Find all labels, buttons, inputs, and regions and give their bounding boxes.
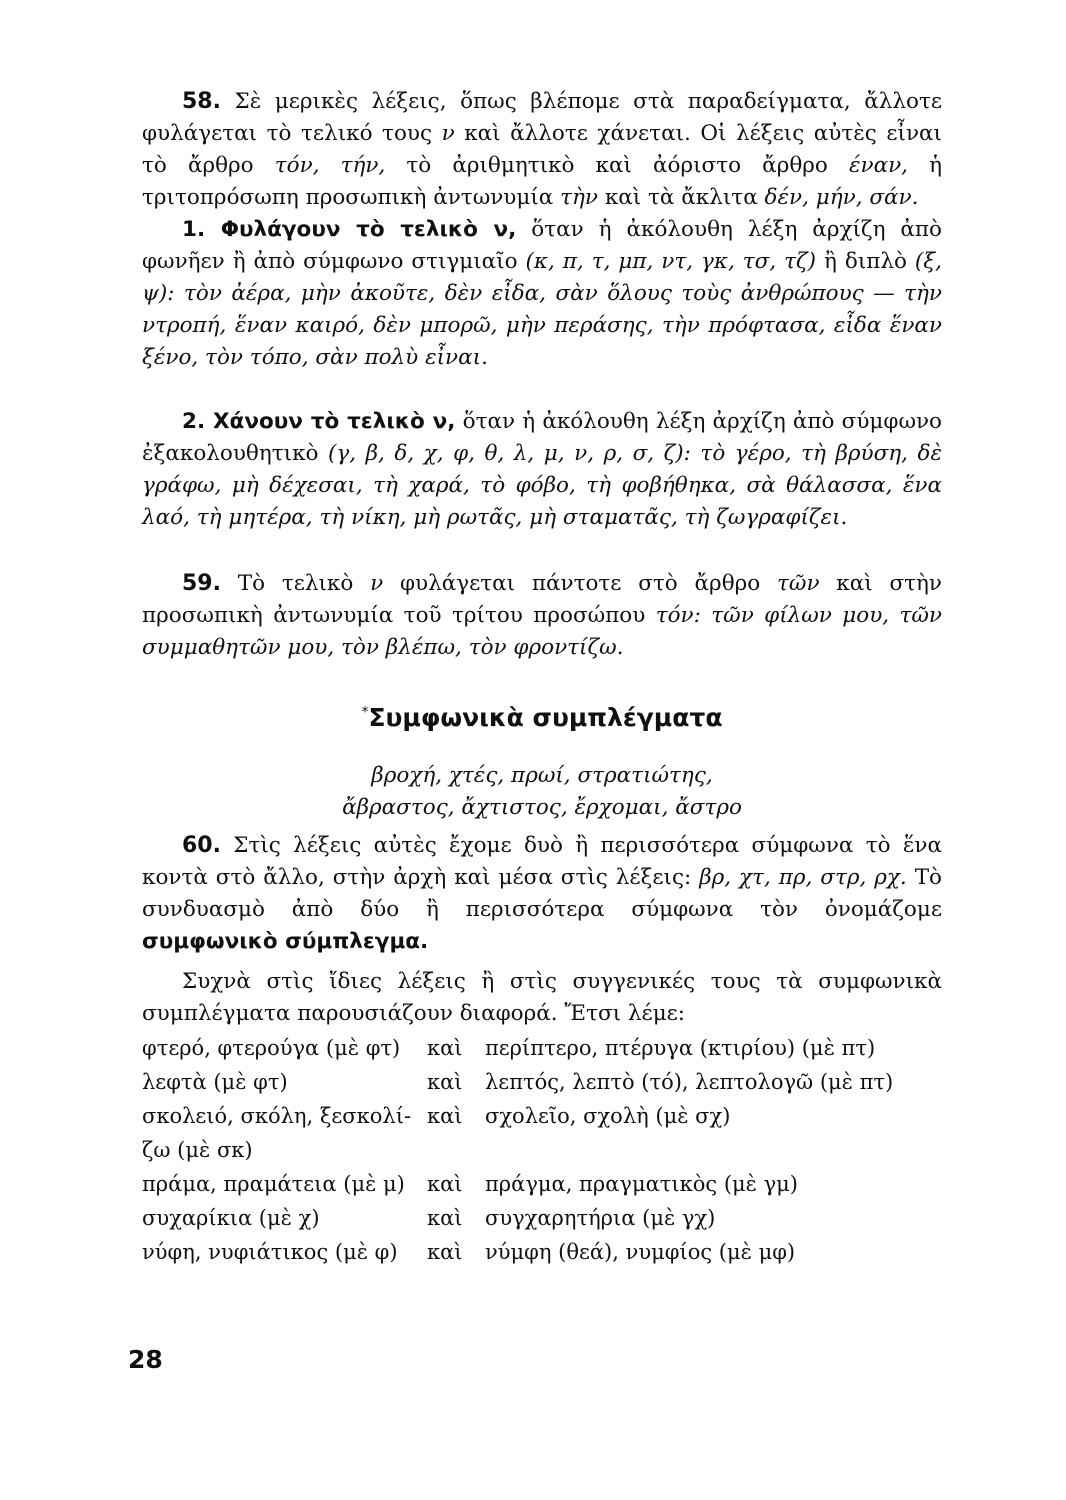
right-cell: συγχαρητήρια (μὲ γχ) [485,1206,716,1230]
body-text: ἢ διπλὸ [816,249,915,274]
rule-1-paragraph [142,214,942,374]
left-cell: ζω (μὲ σκ) [142,1138,253,1162]
body-text: Στὶς λέξεις αὐτὲς ἔχομε δυὸ ἢ περισσότερα σύμφωνα τὸ ἕνα κοντὰ στὸ ἄλλο, στὴν ἀρχὴ καὶ μέσα στὶς λέξεις: [142,833,942,890]
body-text: Τὸ τελικὸ [220,571,371,596]
section-60-paragraph-2 [142,966,942,1030]
right-cell: πράγμα, πραγματικὸς (μὲ γμ) [485,1172,799,1196]
body-text: ν [441,121,455,146]
body-text: τῶν [777,571,820,596]
body-text: τὴν [560,185,598,210]
body-text: τὸ ἀριθμητικὸ καὶ ἀόριστο ἄρθρο [385,153,849,178]
table-row [142,1138,942,1172]
body-text: έναν, [848,153,908,178]
kai-cell: καὶ [427,1070,463,1094]
body-text: ἡ τριτοπρόσωπη προσωπικὴ ἀντωνυμία [142,153,942,210]
body-text: ν [370,571,384,596]
right-cell: περίπτερο, πτέρυγα (κτιρίου) (μὲ πτ) [485,1036,876,1060]
left-cell: πράμα, πραμάτεια (μὲ μ) [142,1172,405,1196]
body-text: Τὸ συνδυασμὸ ἀπὸ δύο ἢ περισσότερα σύμφωνα τὸν ὀνομάζομε [142,865,942,922]
rule-label: 2. Χάνουν τὸ τελικὸ ν, [182,409,456,434]
section-59-paragraph [142,568,942,664]
section-heading [142,703,942,732]
right-cell: σχολεῖο, σχολὴ (μὲ σχ) [485,1104,731,1128]
left-cell: φτερό, φτερούγα (μὲ φτ) [142,1036,401,1060]
example-text: τῶν φίλων μου, τῶν συμμαθητῶν μου, τὸν βλέπω, τὸν φροντίζω. [142,603,942,660]
asterisk: * [361,704,369,721]
section-number: 59. [182,571,221,596]
body-text: (κ, π, τ, μπ, ντ, γκ, τσ, τζ) [525,249,817,274]
body-text: (ξ, ψ): [142,249,942,306]
example-words [142,760,942,824]
heading-title: Συμφωνικὰ συμπλέγματα [368,703,723,732]
right-cell [485,1138,942,1172]
term: συμφωνικὸ σύμπλεγμα. [142,929,429,954]
body-text: (γ, β, δ, χ, φ, θ, λ, μ, ν, ρ, σ, ζ): [327,441,691,466]
body-text: Σὲ μερικὲς λέξεις, ὅπως βλέπομε στὰ παραδείγματα, ἄλλοτε φυλάγεται τὸ τελικό τους [142,89,942,146]
rule-2-paragraph [142,406,942,534]
kai-cell: καὶ [427,1240,463,1264]
body-text: δέν, μήν, σάν. [764,185,919,210]
section-58-paragraph [142,86,942,214]
table-row [142,1240,942,1274]
body-text: βρ, χτ, πρ, στρ, ρχ. [699,865,907,890]
word-pairs-table [142,1036,942,1274]
body-text: ὅταν ἡ ἀκόλουθη λέξη ἀρχίζη ἀπὸ σύμφωνο ἐξακολουθητικὸ [142,409,942,466]
section-number: 58. [182,89,221,114]
example-text: τὸν ἀέρα, μὴν ἀκοῦτε, δὲν εἶδα, σὰν ὅλους τοὺς ἀνθρώπους — τὴν ντροπή, ἕναν καιρό, δὲν μπορῶ, μὴν περάσης, τὴν πρόφτασα, εἶδα ἕναν ξένο, τὸν τόπο, σὰν πολὺ εἶναι. [142,281,942,370]
table-row [142,1172,942,1206]
section-60-paragraph [142,830,942,958]
left-cell: λεφτὰ (μὲ φτ) [142,1070,288,1094]
table-row [142,1104,942,1138]
table-row [142,1036,942,1070]
section-number: 60. [182,833,221,858]
right-cell: νύμφη (θεά), νυμφίος (μὲ μφ) [485,1240,796,1264]
body-text: καὶ τὰ ἄκλιτα [597,185,765,210]
left-cell: σκολειό, σκόλη, ξεσκολί- [142,1104,412,1128]
table-row [142,1070,942,1104]
body-text: Συχνὰ στὶς ἴδιες λέξεις ἢ στὶς συγγενικές τους τὰ συμφωνικὰ συμπλέγματα παρουσιάζουν διαφορά. Ἔτσι λέμε: [142,969,942,1026]
body-text: τόν, τήν, [274,153,386,178]
body-text: φυλάγεται πάντοτε στὸ ἄρθρο [383,571,778,596]
left-cell: νύφη, νυφιάτικος (μὲ φ) [142,1240,398,1264]
body-text: τόν: [655,603,701,628]
body-text: καὶ στὴν προσωπικὴ ἀντωνυμία τοῦ τρίτου προσώπου [142,571,942,628]
body-text: καὶ ἄλλοτε χάνεται. Οἱ λέξεις αὐτὲς εἶναι τὸ ἄρθρο [142,121,942,178]
table-row [142,1206,942,1240]
kai-cell: καὶ [427,1104,463,1128]
kai-cell: καὶ [427,1206,463,1230]
left-cell: συχαρίκια (μὲ χ) [142,1206,320,1230]
kai-cell [427,1138,485,1172]
body-text: ὅταν ἡ ἀκόλουθη λέξη ἀρχίζη ἀπὸ φωνῆεν ἢ ἀπὸ σύμφωνο στιγμιαῖο [142,217,942,274]
example-line: ἄβραστος, ἄχτιστος, ἔρχομαι, ἄστρο [342,795,742,820]
example-line: βροχή, χτές, πρωί, στρατιώτης, [371,763,713,788]
right-cell: λεπτός, λεπτὸ (τό), λεπτολογῶ (μὲ πτ) [485,1070,894,1094]
rule-label: 1. Φυλάγουν τὸ τελικὸ ν, [182,217,517,242]
kai-cell: καὶ [427,1172,463,1196]
page-number: 28 [128,1345,163,1374]
kai-cell: καὶ [427,1036,463,1060]
example-text: τὸ γέρο, τὴ βρύση, δὲ γράφω, μὴ δέχεσαι, τὴ χαρά, τὸ φόβο, τὴ φοβήθηκα, σὰ θάλασσα, ἕνα λαό, τὴ μητέρα, τὴ νίκη, μὴ ρωτᾶς, μὴ σταματᾶς, τὴ ζωγραφίζει. [142,441,942,530]
